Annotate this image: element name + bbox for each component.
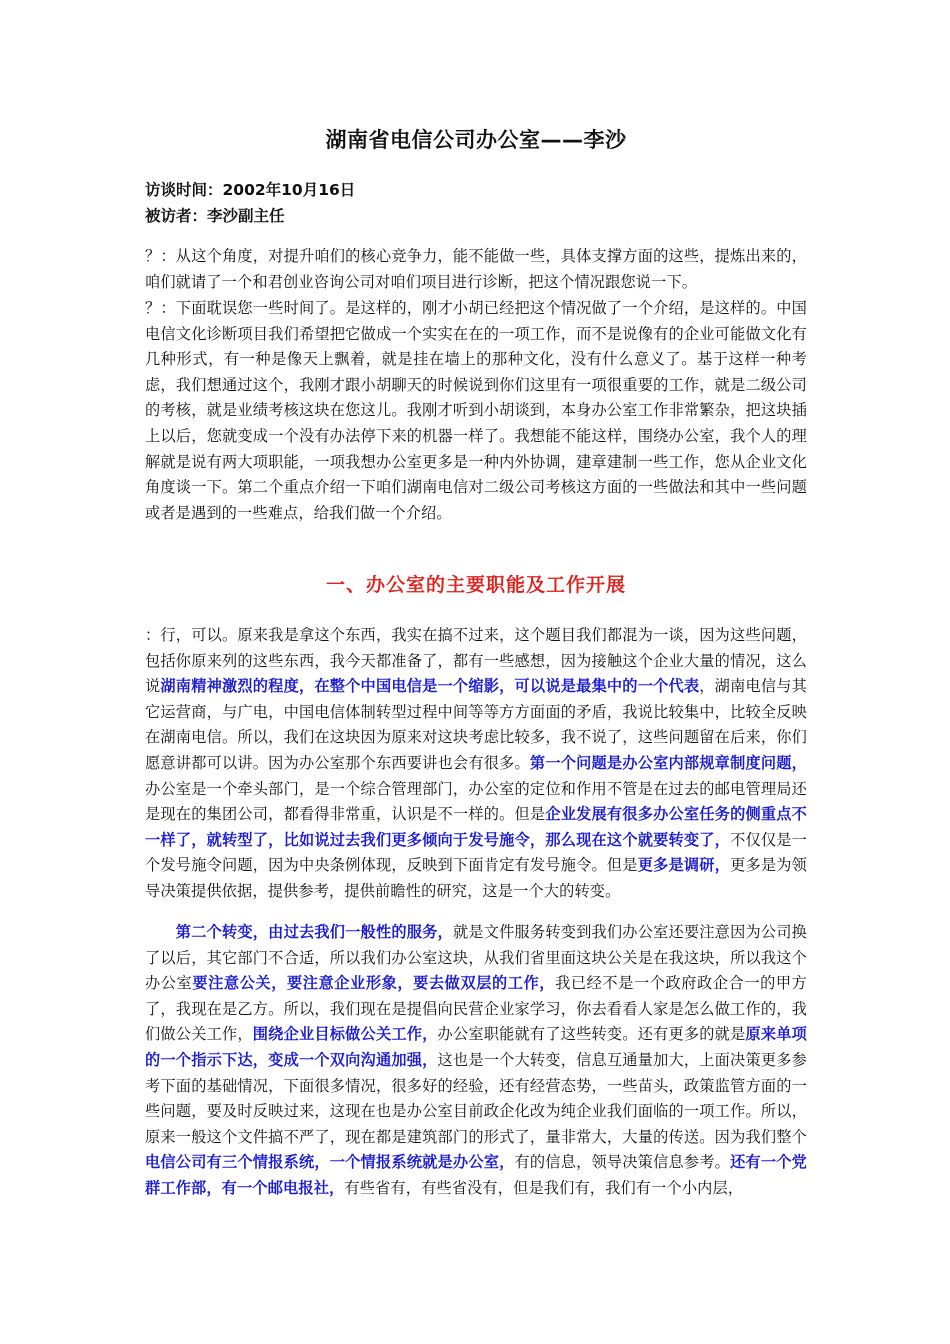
highlight-run: 第一个问题是办公室内部规章制度问题， [529, 753, 808, 772]
highlight-run: 围绕企业目标做公关工作， [252, 1025, 438, 1044]
paragraph-2: ？：下面耽误您一些时间了。是这样的，刚才小胡已经把这个情况做了一个介绍，是这样的。中国电信文化诊断项目我们希望把它做成一个实实在在的一项工作，而不是说像有的企业可能做文化有几种形式，有一种是像天上飘着，就是挂在墙上的那种文化，没有什么意义了。基于这样一种考虑，我们想通过这个，我刚才跟小胡聊天的时候说到你们这里有一项很重要的工作，就是二级公司的考核，就是业绩考核这块在您这儿。我刚才听到小胡谈到，本身办公室工作非常繁杂，把这块插上以后，您就变成一个没有办法停下来的机器一样了。我想能不能这样，围绕办公室，我个人的理解就是说有两大项职能，一项我想办公室更多是一种内外协调，建章建制一些工作，您从企业文化角度谈一下。第二个重点介绍一下咱们湖南电信对二级公司考核这方面的一些做法和其中一些问题或者是遇到的一些难点，给我们做一个介绍。 [145, 299, 807, 522]
highlight-run: 要注意公关，要注意企业形象，要去做双层的工作， [192, 974, 556, 993]
text-run: 就是文件服务转变到我们办公室还要注意因为公司换了以后，其它部门不合适，所以我们办公室这块，从我们省里面这块公关是在我这块，所以我这个办公室 [145, 923, 807, 993]
highlight-run: 企业发展有很多办公室任务的侧重点不一样了，就转型了，比如说过去我们更多倾向于发号施令，那么现在这个就要转变了， [145, 805, 807, 849]
section-heading-1: 一、办公室的主要职能及工作开展 [325, 574, 626, 596]
paragraph-1: ？：从这个角度，对提升咱们的核心竞争力，能不能做一些，具体支撑方面的这些，提炼出来的，咱们就请了一个和君创业咨询公司对咱们项目进行诊断，把这个情况跟您说一下。 [145, 247, 807, 291]
highlight-run: 更多是调研， [637, 856, 731, 875]
text-run: 更多是为领导决策提供依据，提供参考，提供前瞻性的研究，这是一个大的转变。 [145, 856, 808, 900]
text-run: 有的信息，领导决策信息参考。 [514, 1153, 731, 1172]
highlight-run: 湖南精神激烈的程度，在整个中国电信是一个缩影，可以说是最集中的一个代表 [160, 677, 700, 696]
text-run: ，湖南电信与其它运营商，与广电，中国电信体制转型过程中间等等方方面面的矛盾，我说比较集中，比较全反映在湖南电信。所以，我们在这块因为原来对这块考虑比较多，我不说了，这些问题留在后来，你们愿意讲都可以讲。因为办公室那个东西要讲也会有很多。 [145, 677, 807, 772]
highlight-run: 还有一个党群工作部，有一个邮电报社， [145, 1153, 808, 1197]
text-run: 办公室职能就有了这些转变。还有更多的就是 [437, 1025, 746, 1044]
highlight-run: 电信公司有三个情报系统，一个情报系统就是办公室， [145, 1153, 515, 1172]
indent [145, 923, 176, 941]
text-run: 这也是一个大转变，信息互通量加大，上面决策更多参考下面的基础情况，下面很多情况，很多好的经验，还有经营态势，一些苗头，政策监管方面的一些问题，要及时反映过来，这现在也是办公室目前政企化改为纯企业我们面临的一项工作。所以，原来一般这个文件搞不严了，现在都是建筑部门的形式了，量非常大，大量的传送。因为我们整个 [145, 1050, 807, 1146]
interviewee: 被访者：李沙副主任 [145, 207, 285, 225]
paragraph-4 [145, 920, 807, 1202]
highlight-run: 第二个转变，由过去我们一般性的服务， [175, 923, 453, 941]
text-run: 办公室是一个牵头部门，是一个综合管理部门，办公室的定位和作用不管是在过去的邮电管理局还是现在的集团公司，都看得非常重，认识是不一样的。但是 [145, 779, 807, 824]
document-title: 湖南省电信公司办公室——李沙 [325, 128, 627, 152]
paragraph-3 [145, 623, 807, 905]
highlight-run: 原来单项的一个指示下达，变成一个双向沟通加强， [145, 1025, 807, 1069]
interview-date: 访谈时间：2002年10月16日 [145, 181, 356, 199]
text-run: ：行，可以。原来我是拿这个东西，我实在搞不过来，这个题目我们都混为一谈，因为这些问题，包括你原来列的这些东西，我今天都准备了，都有一些感想，因为接触这个企业大量的情况，这么说 [145, 626, 807, 696]
text-run: 不仅仅是一个发号施令问题，因为中央条例体现，反映到下面肯定有发号施令。但是 [145, 830, 808, 875]
text-run: 我已经不是一个政府政企合一的甲方了，我现在是乙方。所以，我们现在是提倡向民营企业家学习，你去看看人家是怎么做工作的，我们做公关工作， [145, 974, 808, 1044]
text-run: 有些省有，有些省没有，但是我们有，我们有一个小内层， [344, 1178, 744, 1197]
